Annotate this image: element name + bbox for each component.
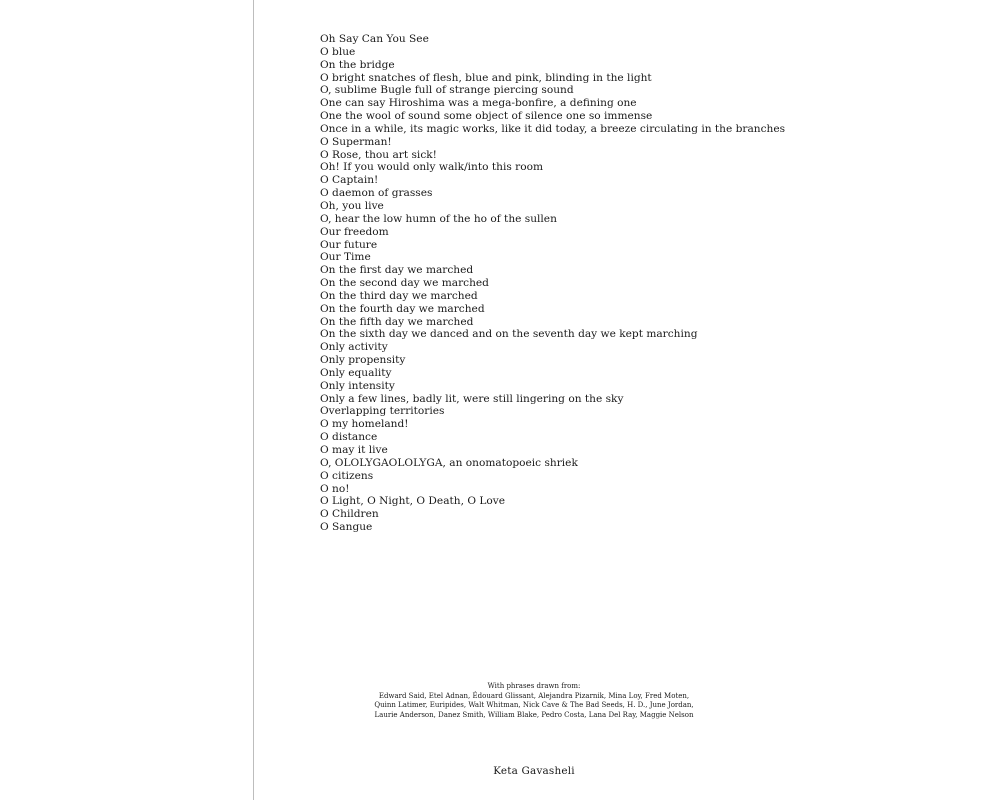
poem-line: Only a few lines, badly lit, were still lingering on the sky xyxy=(320,392,624,405)
poem-line: O blue xyxy=(320,45,356,58)
credits-block xyxy=(334,682,734,720)
credits-line: Laurie Anderson, Danez Smith, William Blake, Pedro Costa, Lana Del Ray, Maggie Nelson xyxy=(374,710,694,719)
poem-line: Overlapping territories xyxy=(320,405,445,418)
poem-line: Once in a while, its magic works, like it did today, a breeze circulating in the branches xyxy=(320,122,786,135)
author-name: Keta Gavasheli xyxy=(493,765,575,777)
poem-line: O my homeland! xyxy=(320,418,409,431)
poem-line: On the second day we marched xyxy=(320,277,489,290)
poem-line: On the sixth day we danced and on the seventh day we kept marching xyxy=(320,328,698,341)
credits-heading: With phrases drawn from: xyxy=(487,682,581,690)
poem-line: O, hear the low humn of the ho of the sullen xyxy=(320,212,557,225)
poem-line: Oh! If you would only walk/into this room xyxy=(320,161,544,174)
poem-line: One the wool of sound some object of silence one so immense xyxy=(320,110,653,123)
poem-line: O Superman! xyxy=(320,135,392,148)
poem-line: Our freedom xyxy=(320,225,389,238)
poem-line: Oh, you live xyxy=(320,199,384,212)
poem-line: On the fourth day we marched xyxy=(320,302,485,315)
poem-line: O no! xyxy=(320,482,350,495)
page-margin-rule xyxy=(253,0,254,800)
poem-line: Our future xyxy=(320,238,378,251)
poem-line: O Captain! xyxy=(320,174,379,187)
poem-line: One can say Hiroshima was a mega-bonfire, a defining one xyxy=(320,97,637,110)
poem-line: On the third day we marched xyxy=(320,289,478,302)
poem-line: O Sangue xyxy=(320,521,373,534)
poem-line: O may it live xyxy=(320,444,388,456)
poem-line: Only activity xyxy=(320,341,388,354)
poem-line: On the bridge xyxy=(320,58,395,71)
poem-line: O distance xyxy=(320,431,378,444)
poem-text xyxy=(320,33,785,534)
poem-line: O, sublime Bugle full of strange piercing sound xyxy=(320,84,574,97)
poem-line: On the fifth day we marched xyxy=(320,315,474,328)
credits-line: Edward Said, Etel Adnan, Édouard Glissant, Alejandra Pizarnik, Mina Loy, Fred Moten, xyxy=(378,691,690,700)
poem-line: O, OLOLYGAOLOLYGA, an onomatopoeic shriek xyxy=(320,456,578,469)
poem-line: Only equality xyxy=(320,366,392,379)
poem-line: O Rose, thou art sick! xyxy=(320,148,437,161)
poem-line: On the first day we marched xyxy=(320,264,474,277)
poem-line: O Light, O Night, O Death, O Love xyxy=(320,495,506,508)
poem-line: Only intensity xyxy=(320,379,395,392)
poem-line: O citizens xyxy=(320,469,374,482)
poem-line: Only propensity xyxy=(320,354,406,367)
poem-line: O daemon of grasses xyxy=(320,187,433,200)
poem-line: O Children xyxy=(320,508,379,521)
poem-line: Oh Say Can You See xyxy=(320,33,429,45)
poem-line: Our Time xyxy=(320,251,371,264)
poem-line: O bright snatches of flesh, blue and pink, blinding in the light xyxy=(320,71,652,84)
credits-line: Quinn Latimer, Euripides, Walt Whitman, Nick Cave & The Bad Seeds, H. D., June Jordan, xyxy=(374,701,694,710)
